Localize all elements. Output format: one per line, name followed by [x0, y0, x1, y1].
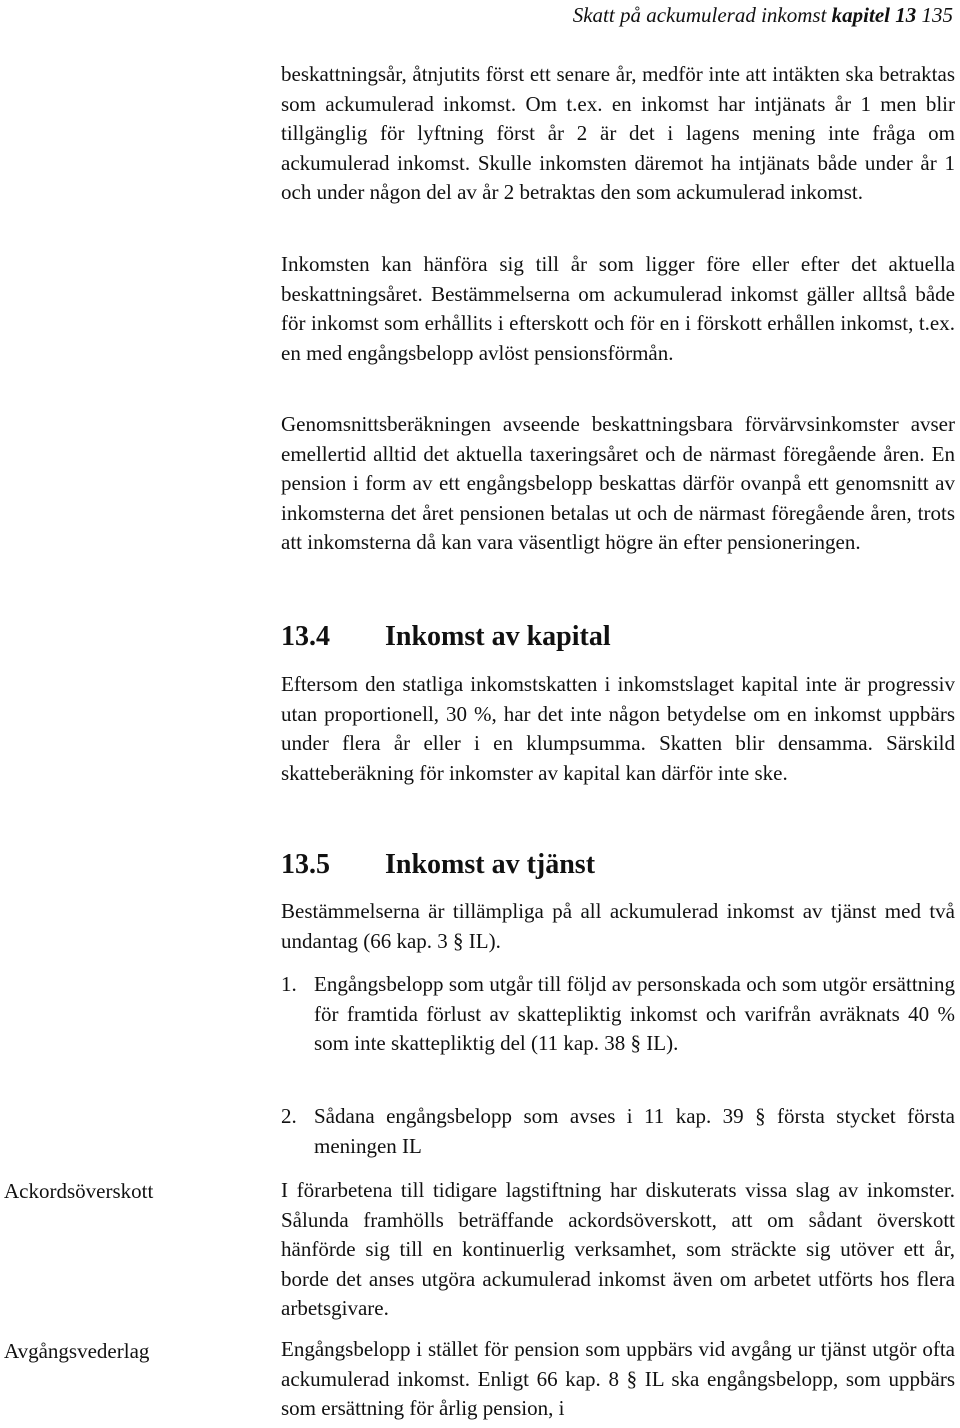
- paragraph: I förarbetena till tidigare lagstiftning har diskuterats vissa slag av inkomster. Sålunda framhölls beträffande ackordsöverskott, att om sådant överskott hänförde sig till en kontinuerlig verksamhet, som sträckte sig utöver ett år, borde det anses utgöra ackumulerad inkomst även om arbetet utförts hos flera arbetsgivare.: [281, 1178, 955, 1320]
- paragraph-text: Bestämmelserna är tillämpliga på all ackumulerad inkomst av tjänst med två undantag (66 kap. 3: [281, 899, 955, 953]
- margin-note: Ackordsöverskott: [4, 1179, 154, 1203]
- list-item: [281, 1102, 955, 1161]
- paragraph-block: [281, 1176, 955, 1324]
- paragraph-block: [281, 897, 955, 956]
- paragraph: beskattningsår, åtnjutits först ett senare år, medför inte att intäkten ska betraktas som ackumulerad inkomst. Om t.ex. en inkomst har intjänats år 1 men blir tillgänglig för lyftning först år 2 är det i lagens mening inte fråga om ackumulerad inkomst. Skulle inkomsten däremot ha intjänats både under år 1 och under någon del av år 2 betraktas den som ackumulerad inkomst.: [281, 62, 955, 204]
- paragraph-sign-icon: §: [630, 1031, 642, 1055]
- paragraph: [281, 1335, 955, 1424]
- list-text: första stycket första meningen IL: [314, 1104, 955, 1158]
- section-heading-block: [281, 848, 955, 882]
- section-heading: [281, 620, 955, 654]
- list-text: Engångsbelopp som utgår till följd av personskada och som utgör ersättning för framtida förlust av skattepliktig inkomst och varifrån avräknats 40 % som inte skattepliktig del (11 kap. 38: [314, 972, 955, 1055]
- paragraph-sign-icon: §: [755, 1104, 766, 1128]
- margin-note: Avgångsvederlag: [4, 1339, 150, 1363]
- section-number: 13.5: [281, 849, 330, 880]
- paragraph: [281, 897, 955, 956]
- list-item-text: [314, 970, 955, 1059]
- paragraph: Genomsnittsberäkningen avseende beskattningsbara förvärvsinkomster avser emellertid alltid det aktuella taxeringsåret och de närmast föregående åren. En pension i form av ett engångsbelopp beskattas därför ovanpå ett genomsnitt av inkomsterna det året pensionen betalas ut och de närmast föregående åren, trots att inkomsterna då kan vara väsentligt högre än efter pensioneringen.: [281, 412, 955, 554]
- paragraph-block: [281, 1335, 955, 1424]
- paragraph-sign-icon: §: [626, 1366, 638, 1391]
- list-marker: 2.: [281, 1104, 297, 1128]
- list-text: Sådana engångsbelopp som avses i 11 kap. 39: [314, 1104, 756, 1128]
- running-header: [420, 2, 953, 28]
- list-marker: 1.: [281, 972, 297, 996]
- section-heading: [281, 848, 955, 882]
- paragraph-sign-icon: §: [453, 928, 464, 953]
- paragraph-text: Engångsbelopp i stället för pension som uppbärs vid avgång ur tjänst utgör ofta ackumulerad inkomst. Enligt 66 kap. 8: [281, 1337, 955, 1391]
- paragraph-text: IL ska engångsbelopp, som uppbärs som ersättning för årlig pension, i: [281, 1366, 955, 1420]
- header-chapter: kapitel 13: [831, 3, 917, 27]
- paragraph-text: IL).: [463, 928, 501, 953]
- paragraph: Inkomsten kan hänföra sig till år som ligger före eller efter det aktuella beskattningsåret. Bestämmelserna om ackumulerad inkomst gäller alltså både för inkomst som erhållits i efterskott och för en i förskott erhållen inkomst, t.ex. en med engångsbelopp avlöst pensionsförmån.: [281, 252, 955, 365]
- section-title: Inkomst av tjänst: [385, 849, 596, 880]
- list-item-text: [314, 1102, 955, 1161]
- paragraph-block: [281, 670, 955, 788]
- paragraph-block: [281, 250, 955, 368]
- paragraph-block: [281, 60, 955, 208]
- paragraph: Eftersom den statliga inkomstskatten i inkomstslaget kapital inte är progressiv utan proportionell, 30 %, har det inte någon betydelse om en inkomst uppbärs under flera år eller i en klumpsumma. Skatten blir densamma. Särskild skatteberäkning för inkomster av kapital kan därför inte ske.: [281, 672, 955, 785]
- page-number: 135: [921, 3, 953, 27]
- section-title: Inkomst av kapital: [385, 621, 611, 652]
- header-title: Skatt på ackumulerad inkomst: [572, 3, 827, 27]
- section-number: 13.4: [281, 621, 330, 652]
- paragraph-block: [281, 410, 955, 558]
- list-text: IL).: [641, 1031, 679, 1055]
- list-item: [281, 970, 955, 1059]
- section-heading-block: [281, 620, 955, 654]
